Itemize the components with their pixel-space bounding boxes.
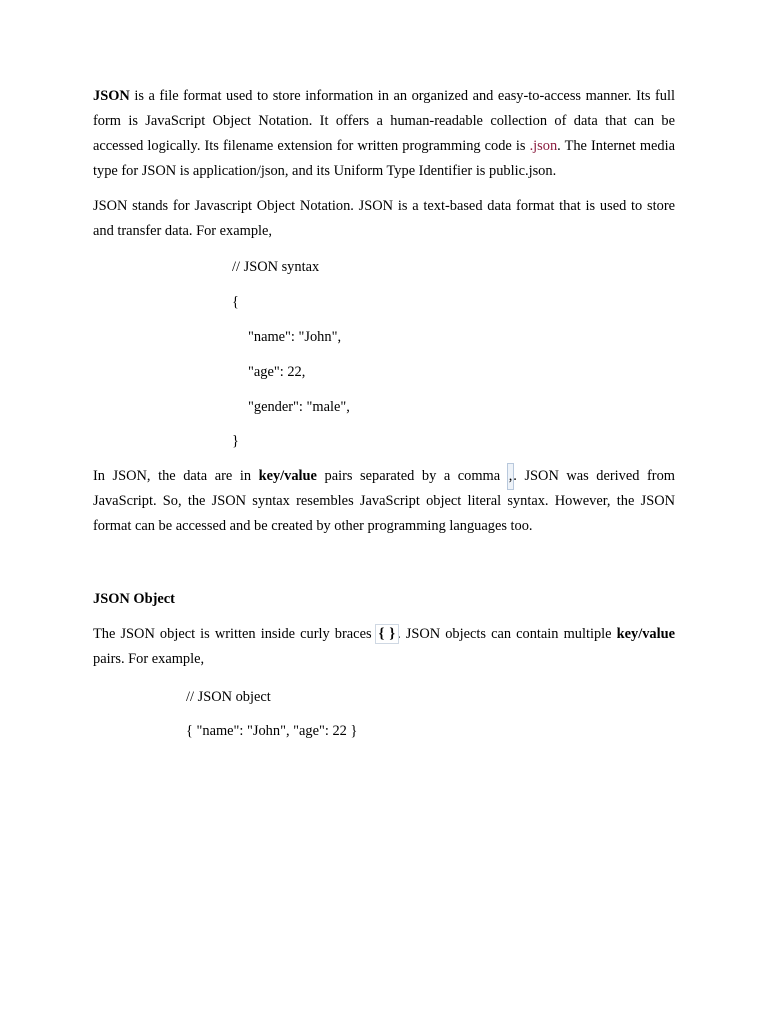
kv-text-2: pairs separated by a comma <box>316 468 508 484</box>
code-line-gender: "gender": "male", <box>248 399 350 415</box>
comma-mark: , <box>508 464 514 489</box>
code-line-name: "name": "John", <box>248 329 342 345</box>
code-line-object-literal: { "name": "John", "age": 22 } <box>186 723 358 739</box>
intro-paragraph <box>93 84 675 184</box>
section-heading-json-object: JSON Object <box>93 591 175 607</box>
intro-text-2: . The Internet media type for JSON is application/json, and its Uniform Type Identifier is public.json. <box>93 138 675 179</box>
code-line-object-comment: // JSON object <box>186 689 271 705</box>
code-line-age: "age": 22, <box>248 364 306 380</box>
kv-text-3: . JSON was derived from JavaScript. So, the JSON syntax resembles JavaScript object literal syntax. However, the JSON format can be accessed and be created by other programming languages too. <box>93 468 675 534</box>
obj-text-3: pairs. For example, <box>93 651 205 667</box>
key-value-paragraph <box>93 464 675 539</box>
intro-text-1: is a file format used to store information in an organized and easy-to-access manner. Its full form is JavaScript Object Notation. It offers a human-readable collection of data that can be accessed logically. Its filename extension for written programming code is <box>93 88 675 154</box>
obj-text-1: The JSON object is written inside curly braces <box>93 626 377 642</box>
kv-text-1: In JSON, the data are in <box>93 468 259 484</box>
code-line-open-brace: { <box>232 294 239 310</box>
json-term: JSON <box>93 88 130 104</box>
code-line-comment: // JSON syntax <box>232 259 320 275</box>
json-extension: .json <box>529 138 558 154</box>
key-value-term-2: key/value <box>616 626 675 642</box>
definition-paragraph: JSON stands for Javascript Object Notation. JSON is a text-based data format that is used to store and transfer data. For example, <box>93 198 675 239</box>
obj-text-2: . JSON objects can contain multiple <box>397 626 617 642</box>
code-line-close-brace: } <box>232 433 239 449</box>
key-value-term: key/value <box>258 468 317 484</box>
curly-braces-mark: { } <box>378 626 396 642</box>
json-object-paragraph <box>93 622 675 672</box>
